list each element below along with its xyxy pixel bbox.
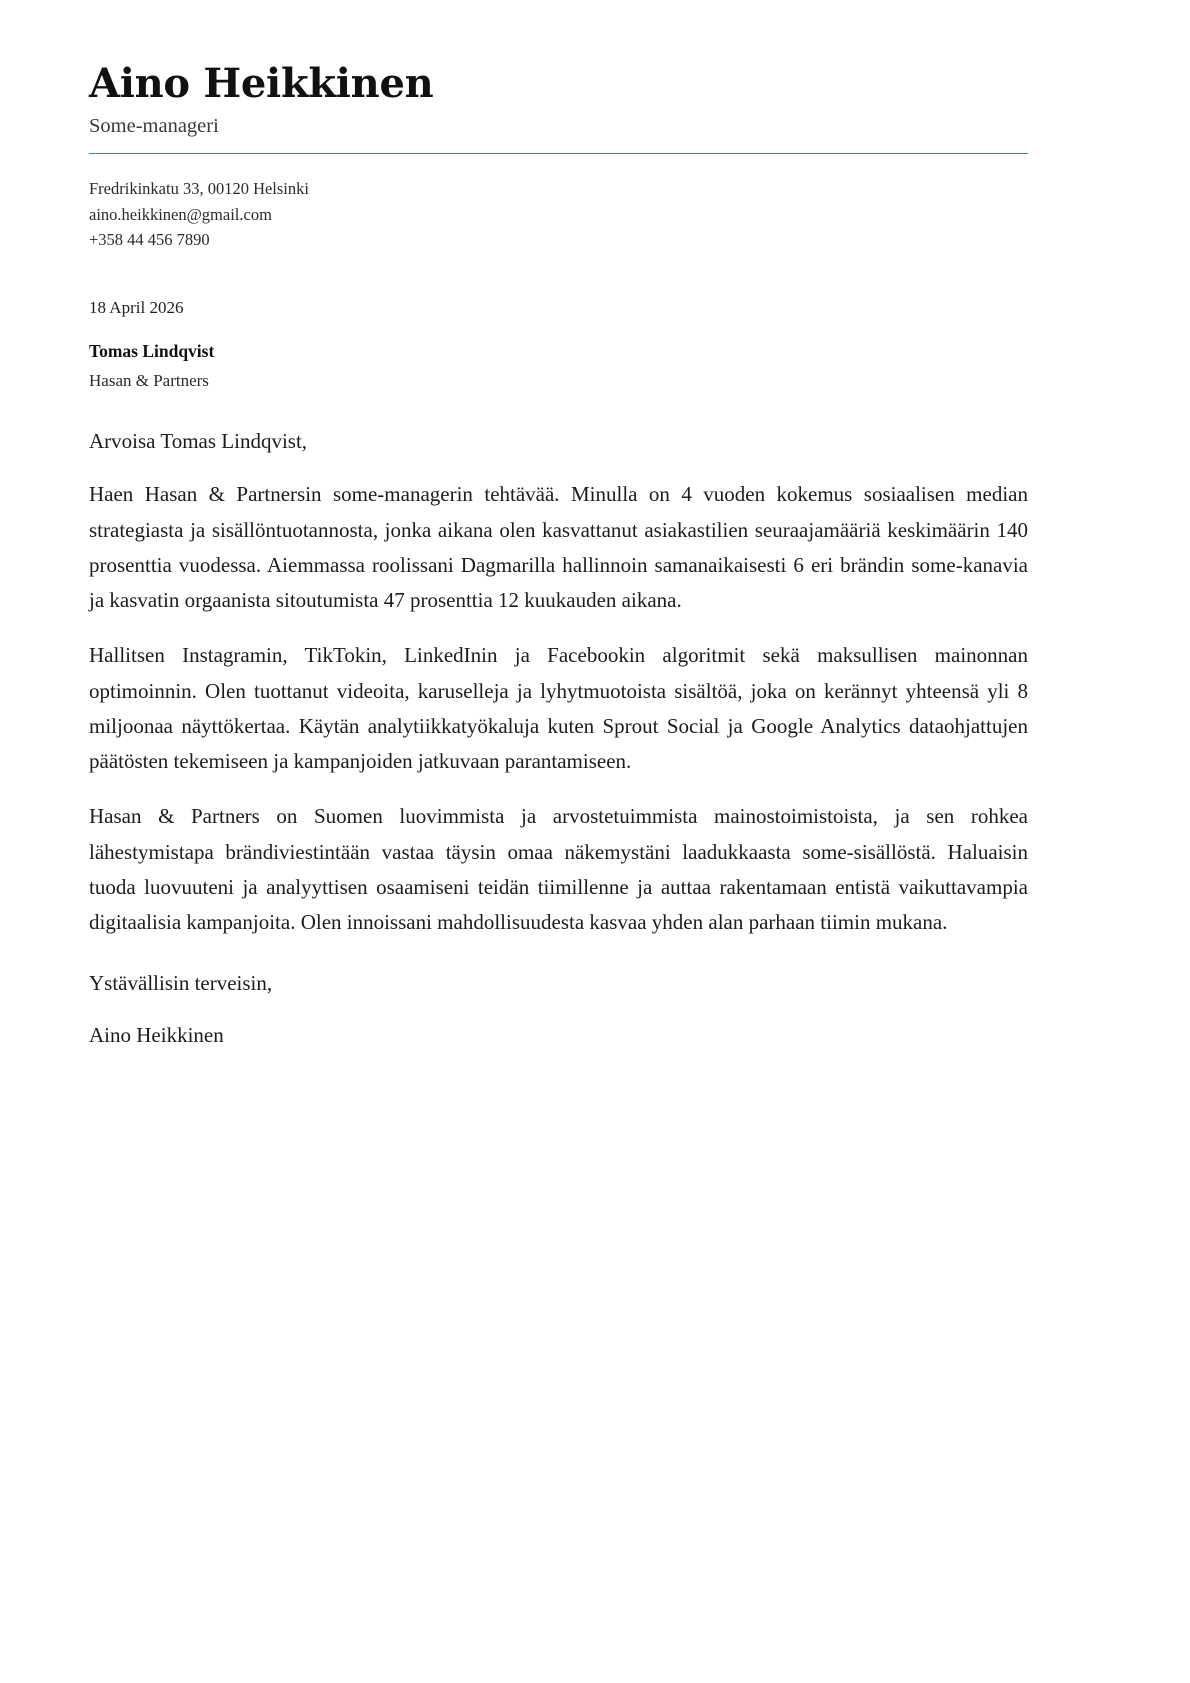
recipient-company: Hasan & Partners xyxy=(89,370,209,390)
contact-email: aino.heikkinen@gmail.com xyxy=(89,204,272,224)
accent-divider xyxy=(89,153,1028,154)
letterhead xyxy=(89,62,1028,154)
letter-body xyxy=(89,425,1028,1052)
salutation: Arvoisa Tomas Lindqvist, xyxy=(89,428,308,453)
letter-content xyxy=(89,62,1028,1052)
closing-salutation: Ystävällisin terveisin, xyxy=(89,970,273,995)
contact-block xyxy=(89,176,1028,251)
letter-date: 18 April 2026 xyxy=(89,297,184,317)
signature-name: Aino Heikkinen xyxy=(89,1023,224,1048)
body-paragraph-1: Haen Hasan & Partnersin some-managerin tehtävää. Minulla on 4 vuoden kokemus sosiaalisen median strategiasta ja sisällöntuotannosta, jonka aikana olen kasvattanut asiakastilien seuraajamääriä keskimäärin 140 prosenttia vuodessa. Aiemmassa roolissani Dagmarilla hallinnoin samanaikaisesti 6 eri brändin some-kanavia ja kasvatin orgaanista sitoutumista 47 prosenttia 12 kuukauden aikana. xyxy=(89,482,1028,613)
contact-phone: +358 44 456 7890 xyxy=(89,229,210,249)
applicant-name: Aino Heikkinen xyxy=(89,60,434,107)
applicant-job-title: Some-manageri xyxy=(89,114,219,137)
contact-address: Fredrikinkatu 33, 00120 Helsinki xyxy=(89,179,309,199)
recipient-name: Tomas Lindqvist xyxy=(89,341,215,362)
body-paragraph-3: Hasan & Partners on Suomen luovimmista ja arvostetuimmista mainostoimistoista, ja sen rohkea lähestymistapa brändiviestintään vastaa täysin omaa näkemystäni laadukkaasta some-sisällöstä. Haluaisin tuoda luovuuteni ja analyyttisen osaamiseni teidän tiimillenne ja auttaa rakentamaan entistä vaikuttavampia digitaalisia kampanjoita. Olen innoissani mahdollisuudesta kasvaa yhden alan parhaan tiimin mukana. xyxy=(89,804,1028,935)
body-paragraph-2: Hallitsen Instagramin, TikTokin, LinkedInin ja Facebookin algoritmit sekä maksullisen mainonnan optimoinnin. Olen tuottanut videoita, karuselleja ja lyhytmuotoista sisältöä, joka on kerännyt yhteensä yli 8 miljoonaa näyttökertaa. Käytän analytiikkatyökaluja kuten Sprout Social ja Google Analytics dataohjattujen päätösten tekemiseen ja kampanjoiden jatkuvaan parantamiseen. xyxy=(89,643,1028,774)
recipient-block xyxy=(89,339,1028,392)
